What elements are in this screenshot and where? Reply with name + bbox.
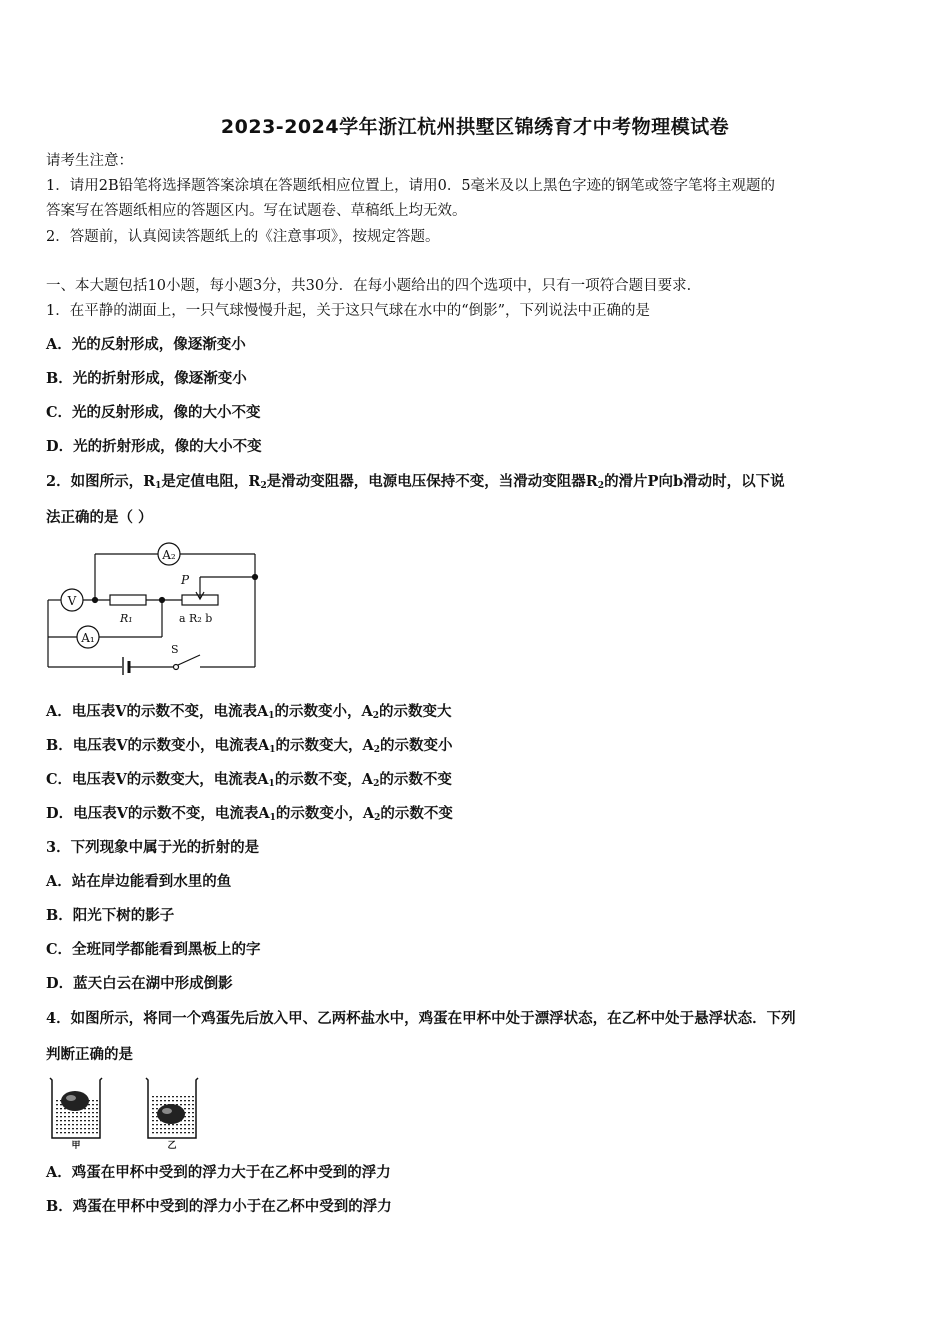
q2-option-b xyxy=(46,736,453,760)
q2-sub: 1 xyxy=(155,481,162,491)
q3-option-a: A．站在岸边能看到水里的鱼 xyxy=(46,873,232,890)
q2-sub: 2 xyxy=(372,711,380,721)
q2-opt-part: 的示数不变，A xyxy=(274,771,374,788)
notice-line-2: 答案写在答题纸相应的答题区内。写在试题卷、草稿纸上均无效。 xyxy=(46,203,467,219)
q2-stem-part: 是定值电阻，R xyxy=(161,473,261,490)
q2-sub: 2 xyxy=(374,813,381,823)
q2-opt-part: 的示数不变 xyxy=(379,771,452,788)
q2-stem-part: 是滑动变阻器，电源电压保持不变，当滑动变阻器R xyxy=(266,473,598,490)
q2-opt-part: D．电压表V的示数不变，电流表A xyxy=(46,805,270,822)
voltmeter-label: V xyxy=(67,594,77,608)
resistor-r1-label: R₁ xyxy=(120,612,133,625)
q4-stem-line1: 4．如图所示，将同一个鸡蛋先后放入甲、乙两杯盐水中，鸡蛋在甲杯中处于漂浮状态，在乙杯中处于悬浮状态．下列 xyxy=(46,1010,796,1027)
q2-stem-line2: 法正确的是（ ） xyxy=(46,509,153,526)
q3-option-b: B．阳光下树的影子 xyxy=(46,907,175,924)
q2-stem-part: 2．如图所示，R xyxy=(46,473,156,490)
switch-contact xyxy=(174,665,179,670)
beaker-jia xyxy=(50,1078,102,1151)
q2-option-d xyxy=(46,804,453,828)
q3-option-d: D．蓝天白云在湖中形成倒影 xyxy=(46,975,233,992)
beaker-yi-label: 乙 xyxy=(167,1141,177,1151)
q2-opt-part: C．电压表V的示数变大，电流表A xyxy=(46,771,269,788)
notice-line-1: 1．请用2B铅笔将选择题答案涂填在答题纸相应位置上，请用0．5毫米及以上黑色字迹的钢笔或签字笔将主观题的 xyxy=(46,178,776,194)
q1-stem: 1．在平静的湖面上，一只气球慢慢升起，关于这只气球在水中的“倒影”，下列说法中正确的是 xyxy=(46,303,651,319)
q1-option-a: A．光的反射形成，像逐渐变小 xyxy=(46,336,246,353)
q2-sub: 1 xyxy=(269,813,276,823)
q2-stem-part: 的滑片P向b滑动时，以下说 xyxy=(604,473,785,490)
q2-sub: 1 xyxy=(268,711,275,721)
beaker-yi xyxy=(146,1078,198,1151)
egg-suspended xyxy=(157,1104,185,1124)
q1-option-c: C．光的反射形成，像的大小不变 xyxy=(46,404,261,421)
switch-label: S xyxy=(171,643,179,656)
q2-opt-part: B．电压表V的示数变小，电流表A xyxy=(46,737,270,754)
q2-sub: 2 xyxy=(597,481,605,491)
notice-heading: 请考生注意： xyxy=(46,153,133,169)
notice-line-3: 2．答题前，认真阅读答题纸上的《注意事项》，按规定答题。 xyxy=(46,229,440,245)
q2-opt-part: 的示数不变 xyxy=(380,805,453,822)
q2-sub: 1 xyxy=(269,745,276,755)
circuit-diagram xyxy=(40,538,265,675)
beaker-figure xyxy=(40,1072,210,1152)
q4-option-b: B．鸡蛋在甲杯中受到的浮力小于在乙杯中受到的浮力 xyxy=(46,1198,392,1215)
egg-floating xyxy=(61,1091,89,1111)
q1-option-d: D．光的折射形成，像的大小不变 xyxy=(46,438,262,455)
ammeter-a1-label: A₁ xyxy=(81,631,95,645)
q2-sub: 1 xyxy=(268,779,275,789)
q2-opt-part: 的示数变大，A xyxy=(275,737,374,754)
q2-opt-part: 的示数变小，A xyxy=(275,805,375,822)
q2-option-c xyxy=(46,770,452,794)
junction-dot xyxy=(93,598,98,603)
q2-sub: 2 xyxy=(260,481,267,491)
resistor-r2-label: a R₂ b xyxy=(179,612,213,625)
q2-opt-part: 的示数变小 xyxy=(380,737,453,754)
q3-stem: 3．下列现象中属于光的折射的是 xyxy=(46,839,260,856)
q1-option-b: B．光的折射形成，像逐渐变小 xyxy=(46,370,247,387)
q2-opt-part: 的示数变小，A xyxy=(274,703,373,720)
q3-option-c: C．全班同学都能看到黑板上的字 xyxy=(46,941,261,958)
slider-label: P xyxy=(181,573,190,587)
q2-sub: 2 xyxy=(373,779,380,789)
switch-icon xyxy=(178,655,200,665)
q2-stem-line1 xyxy=(46,472,785,496)
page-title: 2023-2024学年浙江杭州拱墅区锦绣育才中考物理模试卷 xyxy=(220,116,730,138)
section-heading: 一、本大题包括10小题，每小题3分，共30分．在每小题给出的四个选项中，只有一项符合题目要求． xyxy=(46,278,702,294)
q2-opt-part: A．电压表V的示数不变，电流表A xyxy=(46,703,269,720)
q4-stem-line2: 判断正确的是 xyxy=(46,1046,133,1063)
ammeter-a2-label: A₂ xyxy=(162,548,176,562)
beaker-jia-label: 甲 xyxy=(71,1141,81,1151)
resistor-r1 xyxy=(110,595,146,605)
q2-opt-part: 的示数变大 xyxy=(379,703,452,720)
q2-sub: 2 xyxy=(373,745,381,755)
q2-option-a xyxy=(46,702,452,726)
q4-option-a: A．鸡蛋在甲杯中受到的浮力大于在乙杯中受到的浮力 xyxy=(46,1164,391,1181)
